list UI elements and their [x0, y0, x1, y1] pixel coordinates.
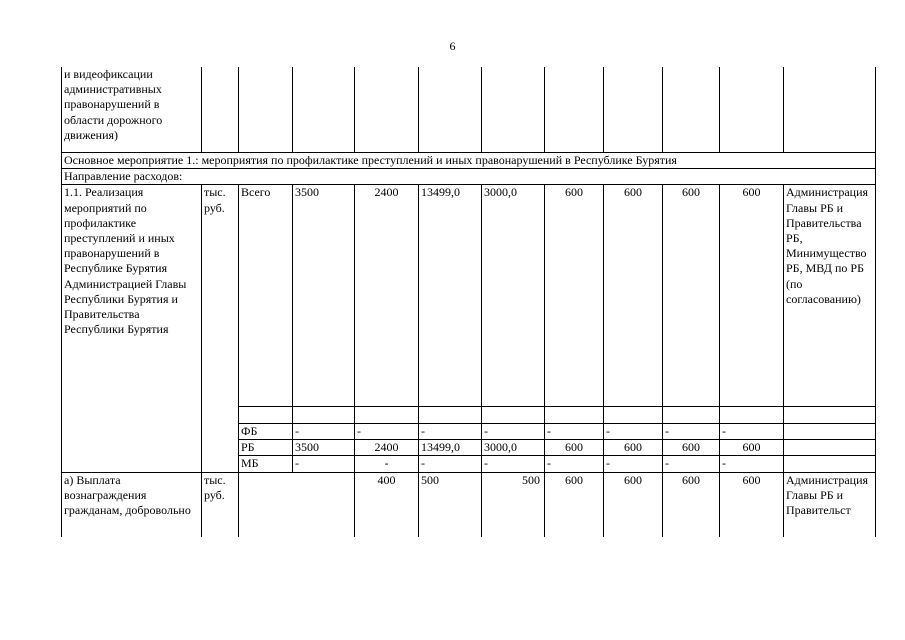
- value-cell: 600: [720, 440, 784, 456]
- unit-cell: тыс. руб.: [202, 185, 239, 407]
- value-cell: 600: [545, 440, 604, 456]
- value-cell: 600: [663, 472, 720, 537]
- value-cell: -: [663, 423, 720, 439]
- source-label: МБ: [239, 456, 293, 472]
- value-cell: -: [482, 456, 545, 472]
- source-label: ФБ: [239, 423, 293, 439]
- value-cell: 13499,0: [419, 185, 482, 407]
- value-cell: 3500: [293, 440, 355, 456]
- responsible-cell: Администрация Главы РБ и Правительст: [784, 472, 876, 537]
- value-cell: 2400: [355, 440, 419, 456]
- value-cell: -: [720, 456, 784, 472]
- value-cell: 500: [482, 472, 545, 537]
- table-row-mb: [62, 456, 876, 472]
- source-label: РБ: [239, 440, 293, 456]
- table-row: [62, 67, 876, 153]
- value-cell: 3000,0: [482, 440, 545, 456]
- main-event-heading: Основное мероприятие 1.: мероприятия по профилактике преступлений и иных правонарушений в Республике Бурятия: [62, 153, 876, 169]
- value-cell: -: [419, 423, 482, 439]
- event-name-cell: и видеофиксации административных правонарушений в области дорожного движения): [62, 67, 202, 153]
- value-cell: -: [419, 456, 482, 472]
- value-cell: 600: [720, 185, 784, 407]
- value-cell: -: [545, 423, 604, 439]
- value-cell: -: [482, 423, 545, 439]
- value-cell: 2400: [355, 185, 419, 407]
- value-cell: 600: [720, 472, 784, 537]
- value-cell: 600: [663, 440, 720, 456]
- value-cell: 600: [663, 185, 720, 407]
- value-cell: 600: [604, 472, 663, 537]
- value-cell: 3000,0: [482, 185, 545, 407]
- table-row-total: [62, 185, 876, 407]
- value-cell: 600: [545, 185, 604, 407]
- event-name-cell: а) Выплата вознаграждения гражданам, добровольно: [62, 472, 202, 537]
- value-cell: -: [604, 423, 663, 439]
- value-cell: 13499,0: [419, 440, 482, 456]
- responsible-cell: Администрация Главы РБ и Правительства РБ, Минимущество РБ, МВД по РБ (по согласованию): [784, 185, 876, 407]
- value-cell: -: [720, 423, 784, 439]
- table-row-a: [62, 472, 876, 537]
- page-number: 6: [449, 39, 456, 53]
- unit-cell: тыс. руб.: [202, 472, 239, 537]
- table-row-rb: [62, 440, 876, 456]
- value-cell: [239, 472, 355, 537]
- value-cell: 500: [419, 472, 482, 537]
- value-cell: 400: [355, 472, 419, 537]
- table-row: [62, 169, 876, 185]
- event-name-cell: 1.1. Реализация мероприятий по профилактике преступлений и иных правонарушений в Республике Бурятия Администрацией Главы Республики Бурятия и Правительства Республики Бурятия: [62, 185, 202, 407]
- source-label: Всего: [239, 185, 293, 407]
- value-cell: -: [604, 456, 663, 472]
- value-cell: -: [545, 456, 604, 472]
- table-row: [62, 153, 876, 169]
- value-cell: 600: [545, 472, 604, 537]
- value-cell: -: [293, 423, 355, 439]
- value-cell: -: [355, 456, 419, 472]
- value-cell: -: [293, 456, 355, 472]
- value-cell: 600: [604, 185, 663, 407]
- value-cell: -: [663, 456, 720, 472]
- value-cell: 3500: [293, 185, 355, 407]
- program-table: [61, 67, 876, 537]
- value-cell: -: [355, 423, 419, 439]
- table-row: [62, 406, 876, 423]
- table-row-fb: [62, 423, 876, 439]
- value-cell: 600: [604, 440, 663, 456]
- direction-heading: Направление расходов:: [62, 169, 876, 185]
